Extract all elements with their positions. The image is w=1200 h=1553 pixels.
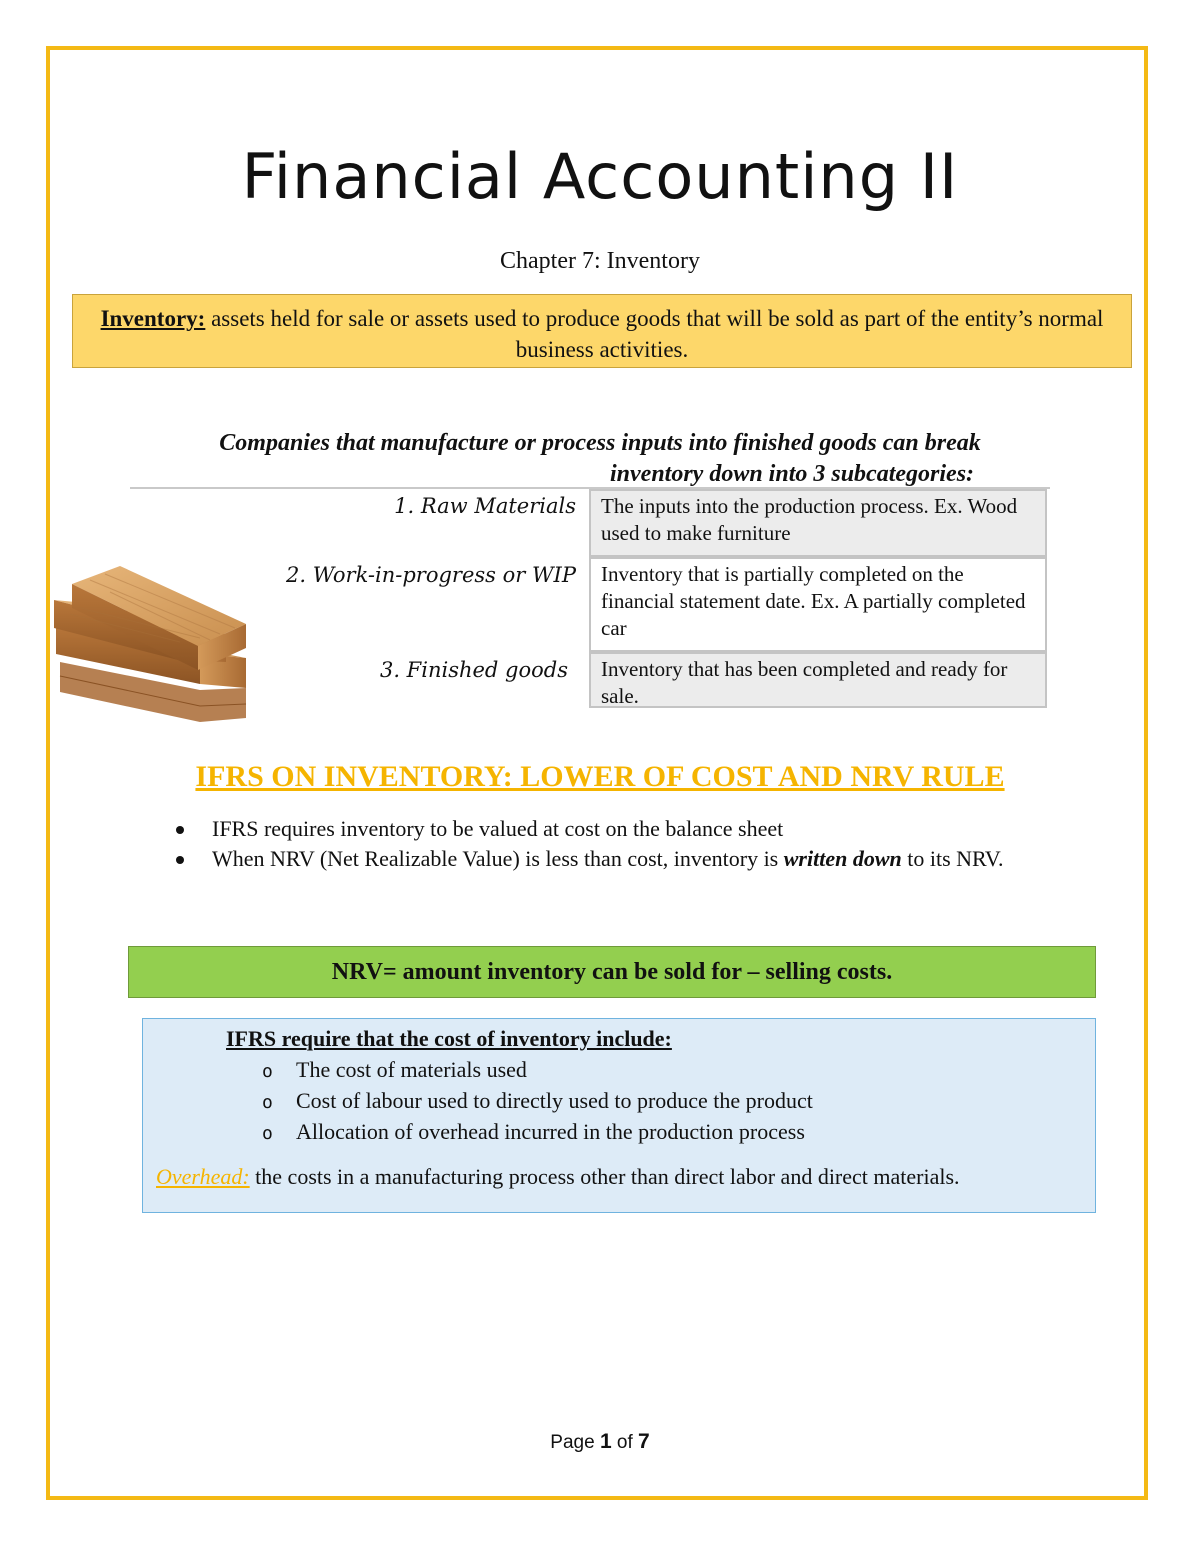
circle-bullet-icon: o [262,1123,273,1144]
cost-inclusion-heading: IFRS require that the cost of inventory include: [226,1026,672,1051]
overhead-definition [156,1164,960,1190]
bullet-text-pre: When NRV (Net Realizable Value) is less than cost, inventory is [212,846,784,871]
cost-list-item [262,1117,805,1149]
footer-total-pages: 7 [638,1430,650,1453]
chapter-heading: Chapter 7: Inventory [500,248,700,274]
subcategory-label-raw-materials: 1. Raw Materials [394,494,576,518]
bullet-icon [176,856,184,864]
footer-prefix: Page [550,1432,600,1453]
definition-box [72,294,1132,368]
wood-planks-image [50,562,250,730]
cost-list-text: Cost of labour used to directly used to produce the product [296,1088,813,1113]
footer-middle: of [611,1432,639,1453]
subcategory-label-wip: 2. Work-in-progress or WIP [286,563,576,587]
subcategory-label-finished-goods: 3. Finished goods [379,658,568,682]
subcategory-desc-wip: Inventory that is partially completed on the financial statement date. Ex. A partially completed car [589,557,1047,652]
subcategories-intro-line2: inventory down into 3 subcategories: [610,461,975,487]
bullet-text: IFRS requires inventory to be valued at cost on the balance sheet [212,816,784,841]
bullet-emphasis: written down [783,846,902,871]
footer-current-page: 1 [599,1430,612,1453]
bullet-icon [176,826,184,834]
bullet-item [176,814,1003,844]
subcategory-desc-finished-goods: Inventory that has been completed and ready for sale. [589,652,1047,708]
definition-term: Inventory: [100,306,206,331]
document-title: Financial Accounting II [241,140,959,213]
subcategories-intro [150,428,1050,490]
overhead-text: the costs in a manufacturing process other than direct labor and direct materials. [249,1164,960,1189]
cost-list-item [262,1055,527,1087]
definition-text: assets held for sale or assets used to produce goods that will be sold as part of the entity’s normal business activities. [205,306,1104,362]
cost-list-text: Allocation of overhead incurred in the production process [296,1119,805,1144]
nrv-formula-box: NRV= amount inventory can be sold for – selling costs. [128,946,1096,998]
circle-bullet-icon: o [262,1061,273,1082]
ifrs-bullet-list [176,814,1003,874]
bullet-item [176,844,1003,874]
cost-list-text: The cost of materials used [296,1057,527,1082]
overhead-term: Overhead: [156,1164,250,1189]
cost-list-item [262,1086,813,1118]
subcategories-intro-line1: Companies that manufacture or process inputs into finished goods can break [219,430,981,456]
bullet-text-post: to its NRV. [901,846,1004,871]
page-footer [0,1430,1200,1454]
circle-bullet-icon: o [262,1092,273,1113]
ifrs-heading: IFRS ON INVENTORY: LOWER OF COST AND NRV RULE [195,760,1005,793]
subcategory-desc-raw-materials: The inputs into the production process. Ex. Wood used to make furniture [589,489,1047,557]
